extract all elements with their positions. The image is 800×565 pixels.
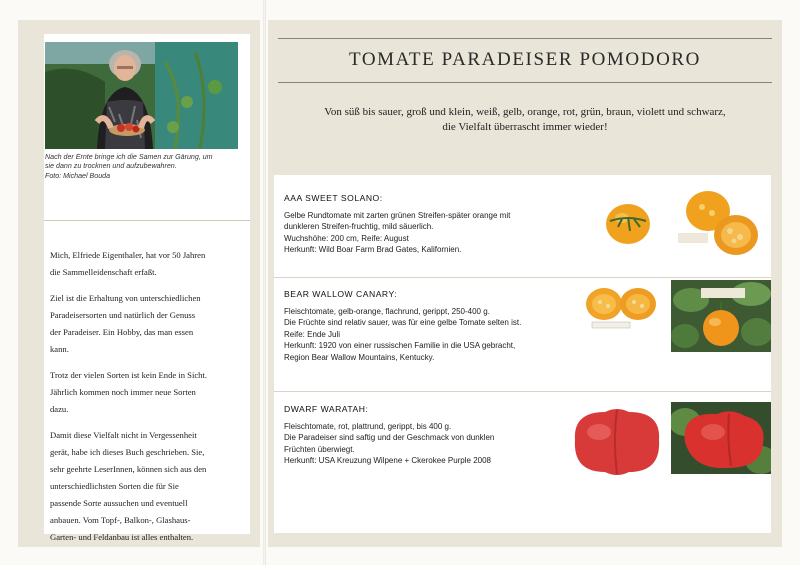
text-line: Gelbe Rundtomate mit zarten grünen Streifen-später orange mit <box>284 210 511 220</box>
text-line: dunkleren Streifen-fruchtig, mild säuerlich. <box>284 222 434 231</box>
subtitle <box>268 105 782 135</box>
text-line: Früchten überwiegt. <box>284 444 355 454</box>
text-line: Garten- und Feldanbau ist alles enthalten. <box>50 532 194 542</box>
sliced-yellow-tomato-photo <box>678 187 762 262</box>
text-line: Die Paradeiser sind saftig und der Geschmack von dunklen <box>284 433 495 442</box>
text-line: Mich, Elfriede Eigenthaler, hat vor 50 Jahren <box>50 250 206 260</box>
variety-description <box>284 404 494 467</box>
gardener-photo <box>45 42 238 149</box>
paragraph <box>50 427 246 546</box>
divider <box>44 220 250 221</box>
text-line: Fleischtomate, rot, plattrund, gerippt, bis 400 g. <box>284 421 452 431</box>
text-line: Reife: Ende Juli <box>284 329 341 339</box>
text-line: Trotz der vielen Sorten ist kein Ende in Sicht. <box>50 370 207 380</box>
page-title: TOMATE PARADEISER POMODORO <box>349 49 701 70</box>
text-line: Wuchshöhe: 200 cm, Reife: August <box>284 233 409 243</box>
whole-yellow-tomato-photo <box>602 197 658 252</box>
variety-name: AAA SWEET SOLANO: <box>284 193 383 203</box>
variety-item <box>274 175 771 277</box>
paragraph <box>50 247 246 281</box>
tomato-plant-photo <box>671 280 771 357</box>
sliced-orange-tomato-photo <box>584 284 660 335</box>
subtitle-line: die Vielfalt überrascht immer wieder! <box>442 121 608 133</box>
text-line: kann. <box>50 344 69 354</box>
variety-list <box>274 175 771 533</box>
text-line: anbauen. Vom Topf-, Balkon-, Glashaus- <box>50 515 191 525</box>
subtitle-line: Von süß bis sauer, groß und klein, weiß, gelb, orange, rot, grün, braun, violett und schwarz, <box>324 106 726 118</box>
text-line: sehr geehrte LeserInnen, können sich aus den <box>50 464 207 474</box>
text-line: Fleischtomate, gelb-orange, flachrund, gerippt, 250-400 g. <box>284 306 490 316</box>
text-line: passende Sorte aussuchen und eventuell <box>50 498 188 508</box>
red-ribbed-tomato-photo <box>569 402 665 483</box>
text-line: Jährlich kommen noch immer neue Sorten <box>50 387 196 397</box>
text-line: Ziel ist die Erhaltung von unterschiedlichen <box>50 293 201 303</box>
left-panel <box>18 20 260 547</box>
text-line: gerät, habe ich dieses Buch geschrieben. Sie, <box>50 447 205 457</box>
photo-credit: Foto: Michael Bouda <box>45 171 111 180</box>
text-line: dazu. <box>50 404 69 414</box>
title-rule <box>278 82 772 83</box>
text-line: unterschiedlichsten Sorten die für Sie <box>50 481 179 491</box>
title-rule <box>278 38 772 39</box>
variety-item <box>274 278 771 391</box>
variety-description <box>284 193 510 256</box>
left-card <box>44 34 250 542</box>
paragraph <box>50 367 246 418</box>
text-line: Paradeisersorten und natürlich der Genuss <box>50 310 196 320</box>
text-line: Damit diese Vielfalt nicht in Vergessenheit <box>50 430 197 440</box>
text-line: Die Früchte sind relativ sauer, was für eine gelbe Tomate selten ist. <box>284 318 522 327</box>
variety-description <box>284 289 521 363</box>
text-line: Region Bear Wallow Mountains, Kentucky. <box>284 352 435 362</box>
intro-text <box>50 247 246 555</box>
caption-line: sie dann zu trocknen und aufzubewahren. <box>45 162 177 171</box>
text-line: Herkunft: 1920 von einer russischen Familie in die USA gebracht, <box>284 341 516 350</box>
paragraph <box>50 290 246 358</box>
text-line: Herkunft: Wild Boar Farm Brad Gates, Kalifornien. <box>284 245 462 254</box>
photo-caption <box>45 153 250 181</box>
caption-line: Nach der Ernte bringe ich die Samen zur Gärung, um <box>45 153 213 161</box>
red-tomato-on-vine-photo <box>671 402 771 479</box>
text-line: der Paradeiser. Ein Hobby, das man essen <box>50 327 194 337</box>
right-panel <box>268 20 782 547</box>
variety-name: DWARF WARATAH: <box>284 404 369 414</box>
text-line: die Sammelleidenschaft erfaßt. <box>50 267 157 277</box>
variety-name: BEAR WALLOW CANARY: <box>284 289 398 299</box>
text-line: Herkunft: USA Kreuzung Wilpene + Ckerokee Purple 2008 <box>284 456 492 465</box>
variety-item <box>274 392 771 533</box>
page-fold <box>263 0 266 565</box>
